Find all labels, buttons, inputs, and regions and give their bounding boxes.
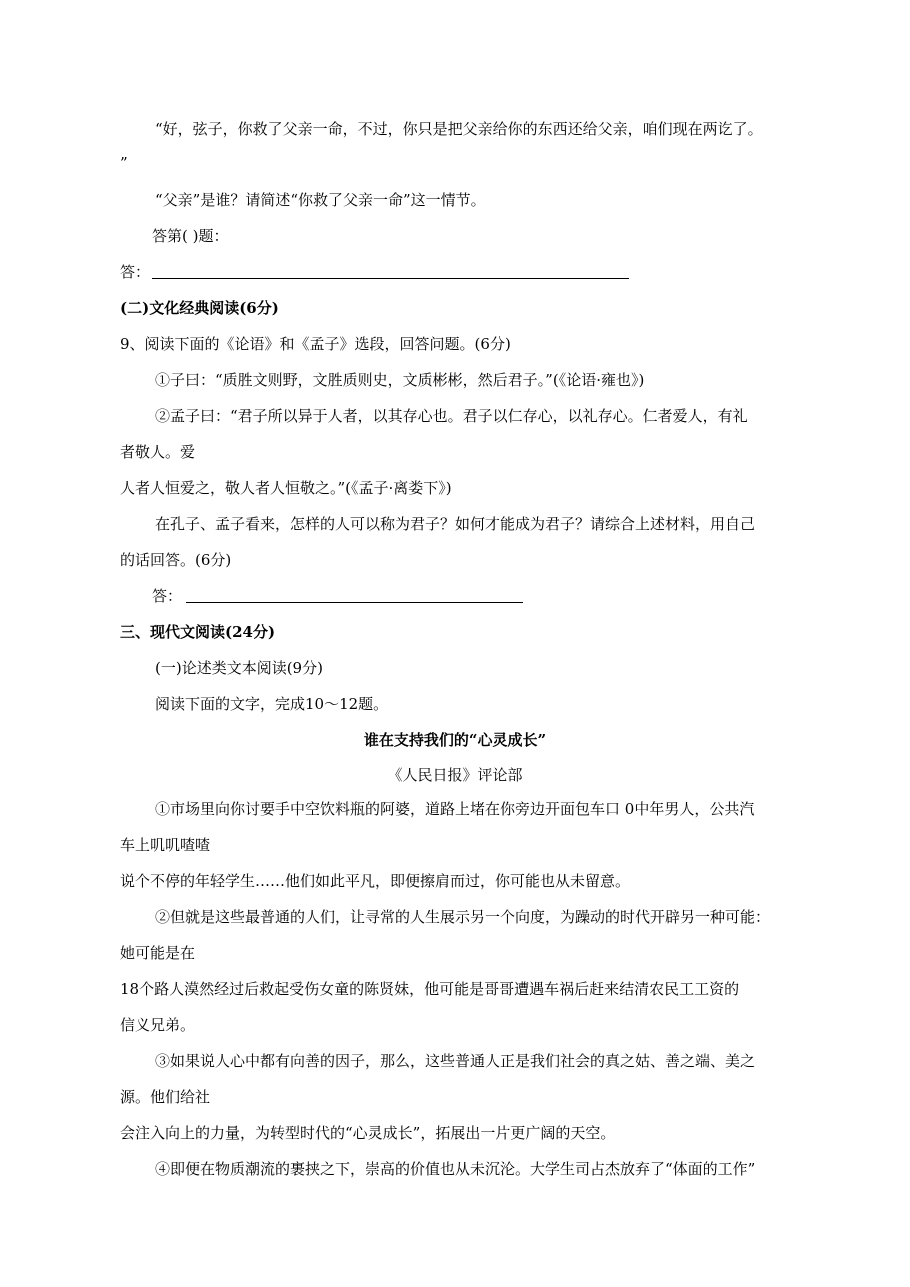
- paragraph-1-line-3: 说个不停的年轻学生……他们如此平凡，即便擦肩而过，你可能也从未留意。: [120, 872, 631, 890]
- paragraph-3-line-1: ③如果说人心中都有向善的因子，那么，这些普通人正是我们社会的真之姑、善之端、美之: [155, 1052, 756, 1070]
- paragraph-2-line-4: 信义兄弟。: [120, 1016, 196, 1034]
- paragraph-2-line-3: 18个路人漠然经过后救起受伤女童的陈贤妹，他可能是哥哥遭遇车祸后赶来结清农民工工资的: [120, 980, 740, 998]
- paragraph-1-line-2: 车上叽叽喳喳: [120, 836, 211, 854]
- section-3-subheading: (一)论述类文本阅读(9分): [155, 659, 323, 677]
- paragraph-2-line-1: ②但就是这些最普通的人们，让寻常的人生展示另一个向度，为躁动的时代开辟另一种可能：: [155, 908, 771, 926]
- question-9-answer-blank[interactable]: [186, 602, 523, 603]
- paragraph-1-line-1: ①市场里向你讨要手中空饮料瓶的阿婆，道路上堵在你旁边开面包车口 0中年男人，公共汽: [155, 800, 755, 818]
- quote-line-2: ”: [120, 154, 128, 172]
- question-father: “父亲”是谁？请简述“你救了父亲一命”这一情节。: [155, 191, 486, 209]
- question-9-answer-label: 答：: [152, 587, 183, 605]
- section-3-heading: 三、现代文阅读(24分): [120, 623, 276, 641]
- paragraph-3-line-2: 源。他们给社: [120, 1088, 211, 1106]
- mengzi-excerpt-line-2: 者敬人。爱: [120, 443, 196, 461]
- paragraph-2-line-2: 她可能是在: [120, 944, 196, 962]
- paragraph-4-line-1: ④即便在物质潮流的裹挟之下，崇高的价值也从未沉沦。大学生司占杰放弃了“体面的工作”: [155, 1160, 756, 1178]
- article-title: 谁在支持我们的“心灵成长”: [363, 731, 547, 749]
- question-9-text-line-2: 的话回答。(6分): [120, 551, 232, 569]
- article-source: 《人民日报》评论部: [387, 766, 523, 784]
- question-9-intro: 9、阅读下面的《论语》和《孟子》选段，回答问题。(6分): [120, 335, 511, 353]
- answer-question-number: 答第( )题：: [152, 227, 229, 245]
- mengzi-excerpt-line-3: 人者人恒爱之，敬人者人恒敬之。”(《孟子·离娄下》): [120, 479, 452, 497]
- lunyu-excerpt: ①子曰：“质胜文则野，文胜质则史，文质彬彬，然后君子。”(《论语·雍也》): [155, 371, 645, 389]
- section-2-heading: (二)文化经典阅读(6分): [120, 299, 279, 317]
- answer-blank-line[interactable]: [152, 278, 629, 279]
- mengzi-excerpt-line-1: ②孟子曰：“君子所以异于人者，以其存心也。君子以仁存心，以礼存心。仁者爱人，有礼: [155, 407, 748, 425]
- answer-label: 答：: [120, 263, 151, 281]
- question-9-text-line-1: 在孔子、孟子看来，怎样的人可以称为君子？如何才能成为君子？请综合上述材料，用自己: [155, 515, 756, 533]
- paragraph-3-line-3: 会注入向上的力量，为转型时代的“心灵成长”，拓展出一片更广阔的天空。: [120, 1124, 616, 1142]
- section-3-instruction: 阅读下面的文字，完成10～12题。: [155, 695, 389, 713]
- quote-line-1: “好，弦子，你救了父亲一命，不过，你只是把父亲给你的东西还给父亲，咱们现在两讫了。: [155, 120, 763, 138]
